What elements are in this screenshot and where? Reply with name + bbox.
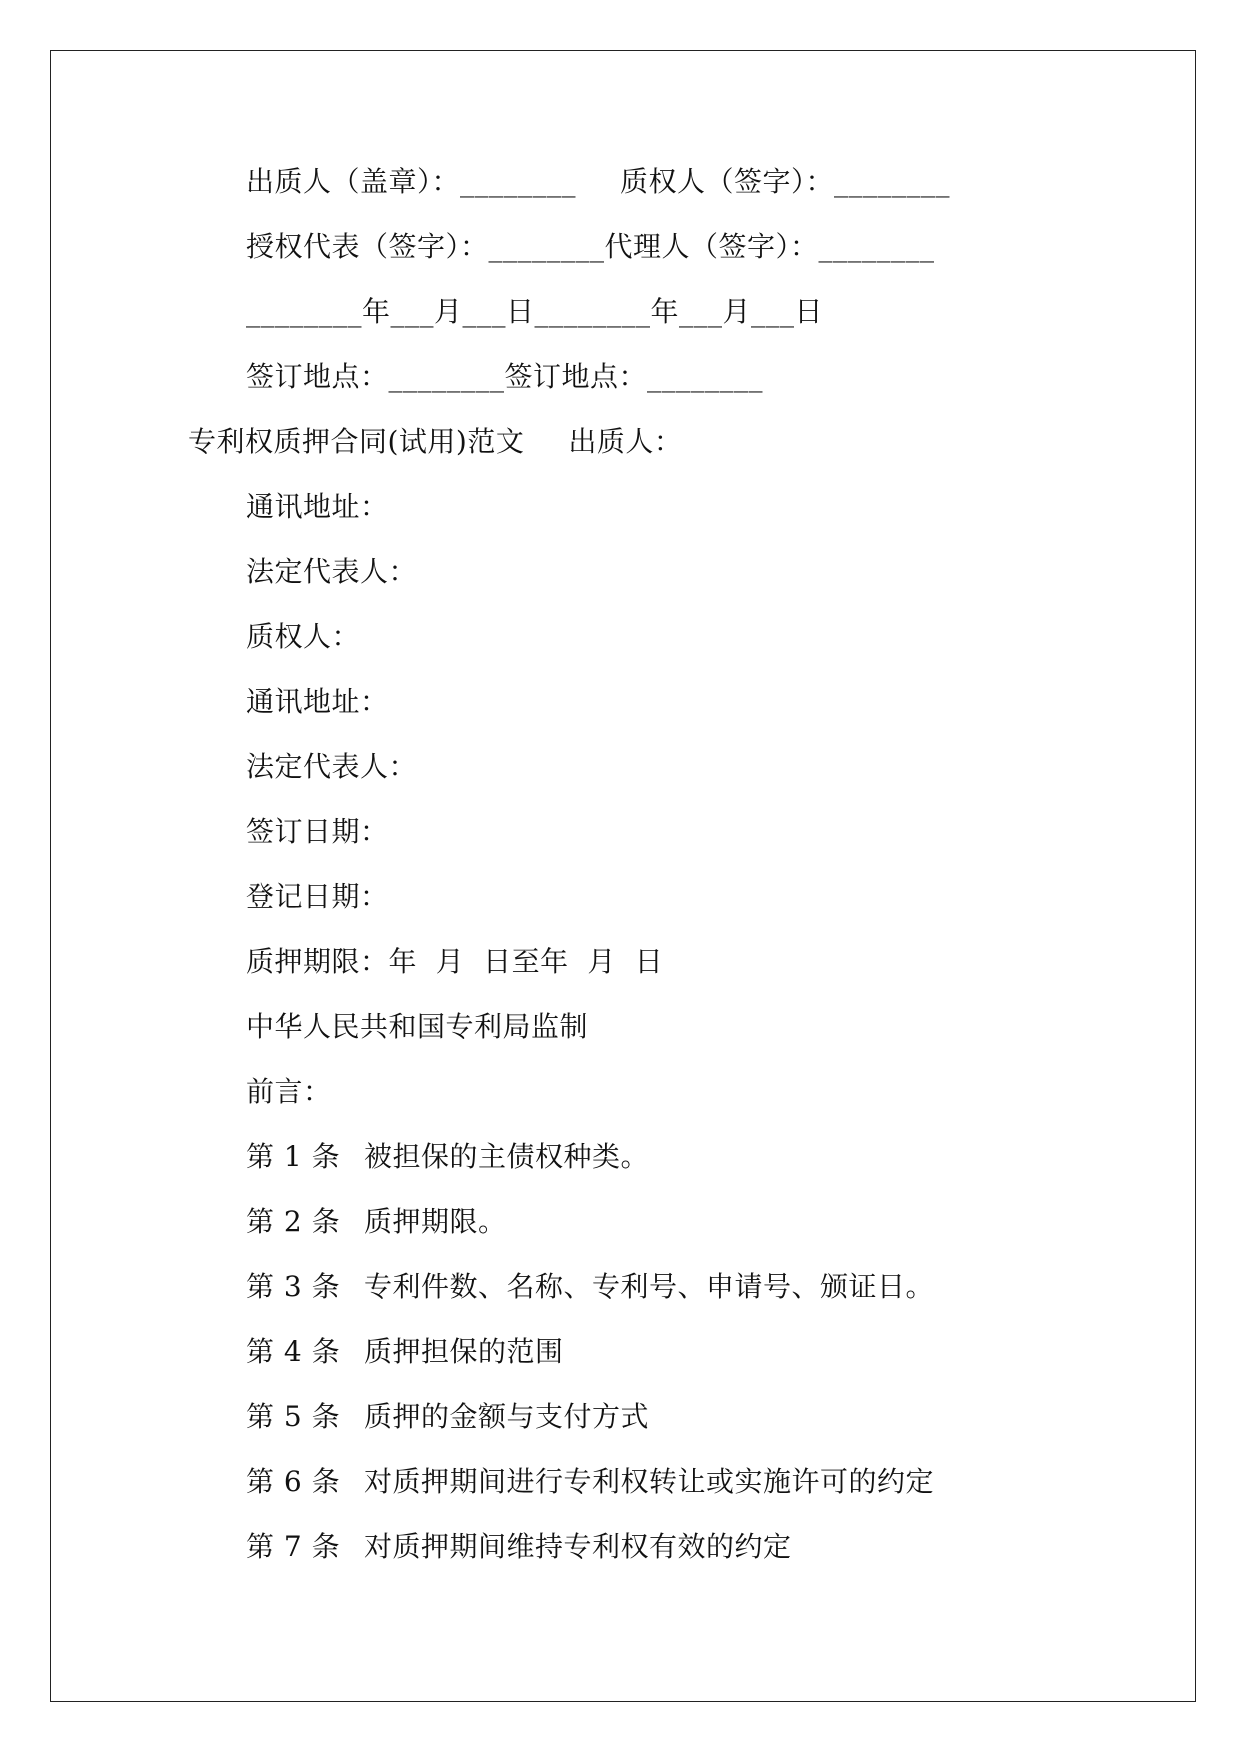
article-text: 质押期限。: [364, 1205, 507, 1238]
article-number: 第 4 条: [246, 1335, 341, 1368]
article-item: [246, 1202, 507, 1242]
contract-title: 专利权质押合同(试用)范文: [188, 425, 525, 458]
field-pledgor-address: 通讯地址：: [246, 490, 389, 523]
contract-title-line: [188, 422, 682, 462]
field-pledge-term: 质押期限：年 月 日至年 月 日: [246, 945, 664, 978]
supervisor-line: 中华人民共和国专利局监制: [246, 1010, 589, 1043]
signature-place-line: 签订地点：________签订地点：________: [246, 360, 764, 393]
article-item: [246, 1462, 934, 1502]
field-signing-date: 签订日期：: [246, 815, 389, 848]
pledgor-label: 出质人：: [568, 425, 683, 458]
article-number: 第 1 条: [246, 1140, 341, 1173]
agent-sign-field: 代理人（签字）：________: [604, 230, 935, 263]
article-number: 第 5 条: [246, 1400, 341, 1433]
article-number: 第 2 条: [246, 1205, 341, 1238]
article-item: [246, 1137, 649, 1177]
article-number: 第 3 条: [246, 1270, 341, 1303]
article-number: 第 7 条: [246, 1530, 341, 1563]
field-pledgee: 质权人：: [246, 620, 361, 653]
article-item: [246, 1332, 564, 1372]
signature-line-pledgor: [246, 162, 950, 202]
article-text: 被担保的主债权种类。: [364, 1140, 650, 1173]
article-text: 对质押期间进行专利权转让或实施许可的约定: [364, 1465, 935, 1498]
representative-sign-field: 授权代表（签字）：________: [246, 230, 605, 263]
article-item: [246, 1527, 792, 1567]
article-text: 质押担保的范围: [364, 1335, 564, 1368]
pledgee-sign-field: 质权人（签字）：________: [620, 165, 951, 198]
preface-label: 前言：: [246, 1075, 332, 1108]
article-text: 专利件数、名称、专利号、申请号、颁证日。: [364, 1270, 935, 1303]
article-text: 质押的金额与支付方式: [364, 1400, 650, 1433]
article-text: 对质押期间维持专利权有效的约定: [364, 1530, 792, 1563]
article-item: [246, 1267, 934, 1307]
field-pledgor-legal-rep: 法定代表人：: [246, 555, 418, 588]
pledgor-seal-field: 出质人（盖章）：________: [246, 165, 577, 198]
signature-date-line: ________年___月___日________年___月___日: [246, 295, 824, 328]
article-item: [246, 1397, 649, 1437]
signature-line-representative: [246, 227, 935, 267]
field-registration-date: 登记日期：: [246, 880, 389, 913]
field-pledgee-address: 通讯地址：: [246, 685, 389, 718]
article-number: 第 6 条: [246, 1465, 341, 1498]
field-pledgee-legal-rep: 法定代表人：: [246, 750, 418, 783]
